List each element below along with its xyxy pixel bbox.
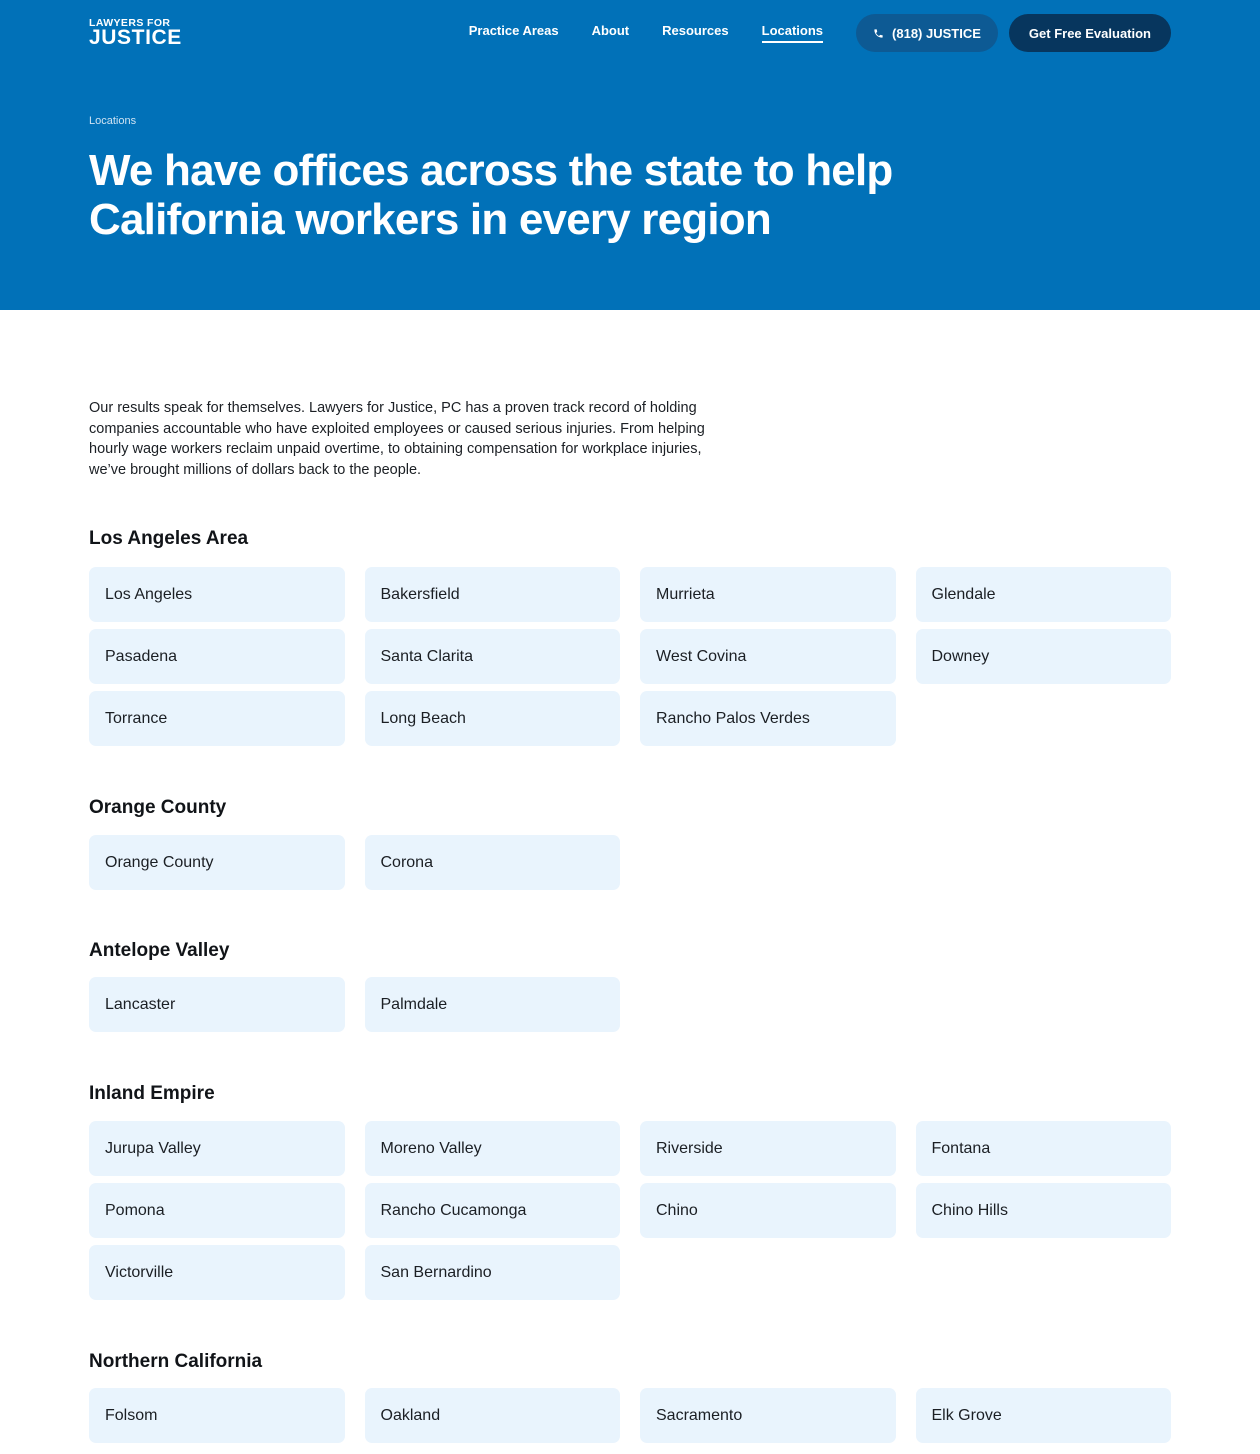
nav-links (469, 14, 1171, 52)
location-card[interactable]: Corona (365, 835, 621, 890)
region-grid-antelope-valley (89, 977, 1171, 1032)
phone-number: (818) JUSTICE (892, 25, 981, 41)
location-card[interactable]: Riverside (640, 1121, 896, 1176)
free-evaluation-button[interactable]: Get Free Evaluation (1009, 14, 1171, 52)
hero-banner (0, 0, 1260, 310)
logo-line-2: JUSTICE (89, 26, 182, 50)
location-card[interactable]: Elk Grove (916, 1388, 1172, 1443)
location-card[interactable]: Downey (916, 629, 1172, 684)
region-title-orange-county: Orange County (89, 797, 227, 818)
intro-paragraph: Our results speak for themselves. Lawyers for Justice, PC has a proven track record of holding companies accountable who have exploited employees or caused serious injuries. From helping hourly wage workers reclaim unpaid overtime, to obtaining compensation for workplace injuries, we’ve brought millions of dollars back to the people. (89, 400, 705, 478)
phone-icon (873, 28, 884, 39)
breadcrumb[interactable]: Locations (89, 115, 137, 127)
location-card[interactable]: San Bernardino (365, 1245, 621, 1300)
location-card[interactable]: Chino Hills (916, 1183, 1172, 1238)
region-grid-los-angeles (89, 567, 1171, 746)
location-card[interactable]: Palmdale (365, 977, 621, 1032)
location-card[interactable]: Rancho Cucamonga (365, 1183, 621, 1238)
nav-locations[interactable]: Locations (762, 23, 823, 43)
location-card[interactable]: Long Beach (365, 691, 621, 746)
location-card[interactable]: Pasadena (89, 629, 345, 684)
logo-line-1: LAWYERS FOR (89, 16, 171, 29)
location-card[interactable]: Oakland (365, 1388, 621, 1443)
site-logo[interactable] (89, 18, 199, 49)
region-grid-northern-california (89, 1388, 1171, 1443)
region-grid-orange-county (89, 835, 1171, 890)
location-card[interactable]: Orange County (89, 835, 345, 890)
region-title-los-angeles: Los Angeles Area (89, 528, 249, 549)
top-nav (89, 14, 1171, 52)
region-title-inland-empire: Inland Empire (89, 1083, 215, 1104)
location-card[interactable]: Jurupa Valley (89, 1121, 345, 1176)
location-card[interactable]: Sacramento (640, 1388, 896, 1443)
location-card[interactable]: West Covina (640, 629, 896, 684)
location-card[interactable]: Rancho Palos Verdes (640, 691, 896, 746)
location-card[interactable]: Victorville (89, 1245, 345, 1300)
location-card[interactable]: Fontana (916, 1121, 1172, 1176)
location-card[interactable]: Pomona (89, 1183, 345, 1238)
region-title-northern-california: Northern California (89, 1351, 263, 1372)
page-title: We have offices across the state to help California workers in every region (89, 146, 893, 244)
nav-about[interactable]: About (591, 23, 630, 38)
location-card[interactable]: Chino (640, 1183, 896, 1238)
location-card[interactable]: Moreno Valley (365, 1121, 621, 1176)
region-grid-inland-empire (89, 1121, 1171, 1300)
location-card[interactable]: Glendale (916, 567, 1172, 622)
location-card[interactable]: Bakersfield (365, 567, 621, 622)
nav-practice-areas[interactable]: Practice Areas (468, 23, 559, 38)
location-card[interactable]: Torrance (89, 691, 345, 746)
location-card[interactable]: Santa Clarita (365, 629, 621, 684)
nav-resources[interactable]: Resources (662, 23, 729, 38)
location-card[interactable]: Lancaster (89, 977, 345, 1032)
location-card[interactable]: Los Angeles (89, 567, 345, 622)
phone-button[interactable] (856, 14, 998, 52)
location-card[interactable]: Folsom (89, 1388, 345, 1443)
region-title-antelope-valley: Antelope Valley (89, 940, 230, 961)
location-card[interactable]: Murrieta (640, 567, 896, 622)
